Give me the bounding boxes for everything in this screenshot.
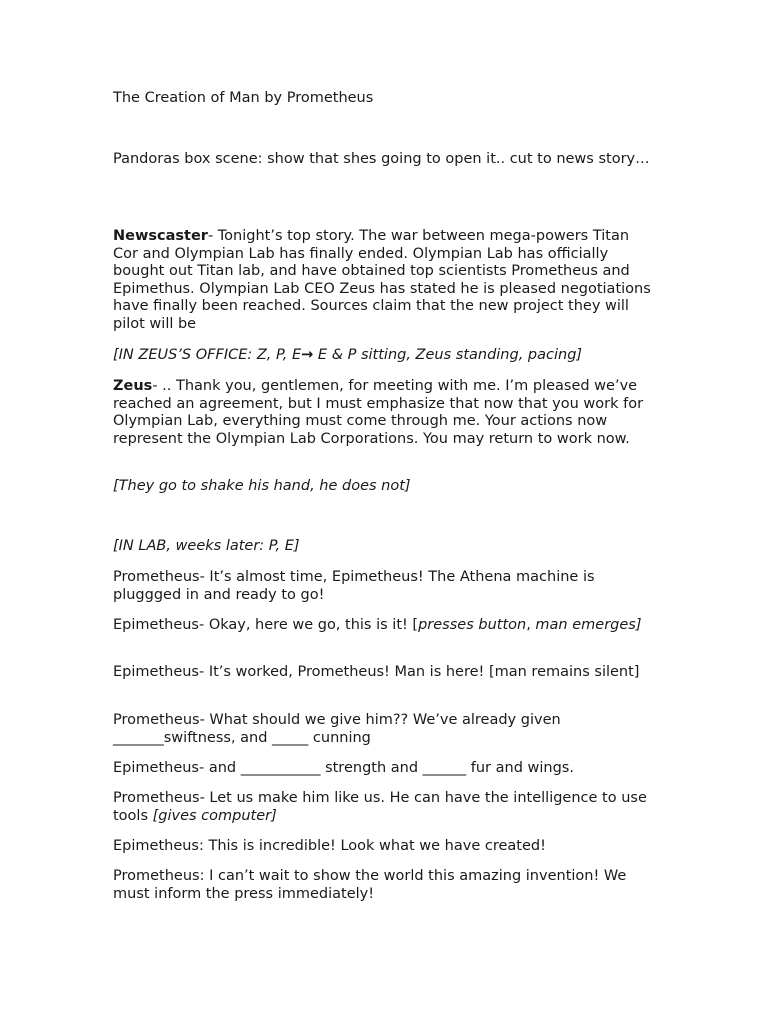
newscaster-text: - Tonight’s top story. The war between mega-powers Titan Cor and Olympian Lab has finally ended. Olympian Lab has officially bought out Titan lab, and have obtained top scientists Prometheus and Epimethus. Olympian Lab CEO Zeus has stated he is pleased negotiations have finally been reached. Sources claim that the new project they will pilot will be (113, 228, 651, 332)
dialogue-line-5: Epimetheus- and ___________ strength and ______ fur and wings. (113, 760, 574, 776)
stage-direction-part: [IN ZEUS’S OFFICE: Z, P, E (113, 347, 302, 363)
dialogue-text: Epimetheus- Okay, here we go, this is it! [ (113, 617, 419, 633)
stage-direction-handshake: [They go to shake his hand, he does not] (113, 478, 411, 494)
dialogue-line-7: Epimetheus: This is incredible! Look what we have created! (113, 838, 546, 854)
dialogue-italic: presses button (418, 617, 527, 633)
dialogue-line-8: Prometheus: I can’t wait to show the world this amazing invention! We must inform the press immediately! (113, 868, 627, 902)
stage-direction-part: E & P sitting, Zeus standing, pacing] (313, 347, 583, 363)
dialogue-text: , (526, 617, 536, 633)
scene-note: Pandoras box scene: show that shes going to open it.. cut to news story… (113, 151, 650, 167)
newscaster-line (113, 228, 658, 333)
dialogue-line-1: Prometheus- It’s almost time, Epimetheus! The Athena machine is pluggged in and ready to go! (113, 569, 595, 603)
dialogue-line-3: Epimetheus- It’s worked, Prometheus! Man is here! [man remains silent] (113, 664, 640, 680)
dialogue-italic: man emerges] (535, 617, 642, 633)
speaker-newscaster: Newscaster (113, 228, 208, 244)
arrow-icon: → (301, 347, 314, 363)
speaker-zeus: Zeus (113, 378, 153, 394)
zeus-line (113, 378, 658, 448)
dialogue-text: Prometheus- Let us make him like us. He can have the intelligence to use tools (113, 790, 647, 824)
stage-direction-zeus-office (113, 347, 658, 365)
stage-direction-lab: [IN LAB, weeks later: P, E] (113, 538, 300, 554)
dialogue-italic: [gives computer] (152, 807, 277, 824)
dialogue-line-4: Prometheus- What should we give him?? We’ve already given _______swiftness, and _____ cunning (113, 712, 561, 746)
dialogue-line-2 (113, 617, 658, 635)
zeus-text: - .. Thank you, gentlemen, for meeting with me. I’m pleased we’ve reached an agreement, but I must emphasize that now that you work for Olympian Lab, everything must come through me. Your actions now represent the Olympian Lab Corporations. You may return to work now. (113, 378, 644, 447)
dialogue-line-6 (113, 790, 658, 825)
document-title: The Creation of Man by Prometheus (113, 90, 374, 106)
